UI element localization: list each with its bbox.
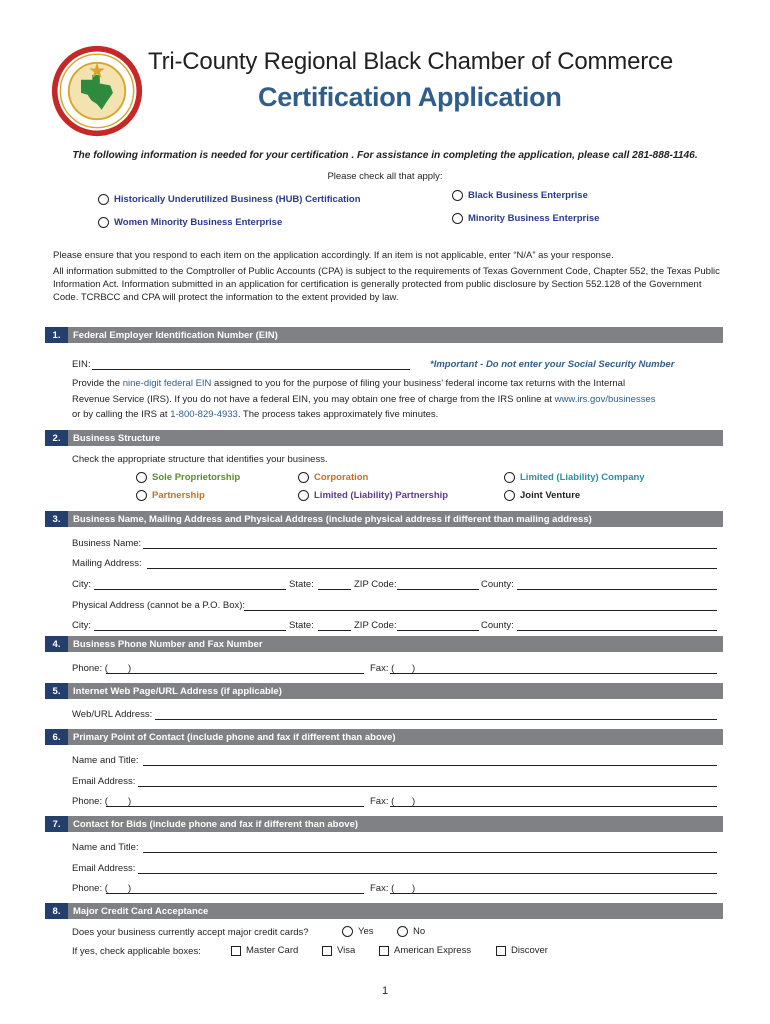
section-7-title: Contact for Bids (include phone and fax if different than above) [73, 818, 359, 830]
page-number: 1 [381, 985, 389, 997]
mailing-city-label: City: [72, 579, 91, 590]
bids-name-title-field[interactable] [143, 852, 717, 853]
business-fax-paren: ) [412, 663, 416, 674]
llc-label: Limited (Liability) Company [520, 472, 645, 483]
business-fax-field[interactable] [390, 673, 717, 674]
mailing-county-field[interactable] [517, 589, 717, 590]
hub-label: Historically Underutilized Business (HUB) Certification [114, 194, 361, 205]
business-name-label: Business Name: [72, 538, 142, 549]
primary-email-field[interactable] [138, 786, 717, 787]
mailing-address-field[interactable] [147, 568, 717, 569]
section-2-title: Business Structure [73, 432, 161, 444]
physical-city-label: City: [72, 620, 91, 631]
llp-option[interactable] [298, 490, 448, 501]
hub-option[interactable] [98, 194, 361, 205]
credit-no-label: No [413, 926, 426, 937]
discover-checkbox[interactable] [496, 946, 506, 956]
ein-help-line-3: or by calling the IRS at 1-800-829-4933. The process takes approximately five minutes. [72, 409, 439, 420]
llc-option[interactable] [504, 472, 645, 483]
amex-option[interactable] [379, 945, 471, 956]
structure-prompt: Check the appropriate structure that identifies your business. [72, 454, 328, 465]
form-title: Certification Application [258, 82, 562, 112]
mailing-zip-label: ZIP Code: [354, 579, 397, 590]
joint-venture-label: Joint Venture [520, 490, 581, 501]
partnership-label: Partnership [152, 490, 205, 501]
mastercard-option[interactable] [231, 945, 298, 956]
org-name: Tri-County Regional Black Chamber of Commerce [148, 48, 673, 75]
section-3-title: Business Name, Mailing Address and Physical Address (include physical address if different than mailing address) [73, 513, 592, 525]
credit-yes-label: Yes [358, 926, 374, 937]
credit-yes-radio[interactable] [342, 926, 353, 937]
hub-radio[interactable] [98, 194, 109, 205]
section-8-title: Major Credit Card Acceptance [73, 905, 209, 917]
bids-email-field[interactable] [138, 873, 717, 874]
sole-proprietorship-option[interactable] [136, 472, 240, 483]
physical-county-label: County: [481, 620, 514, 631]
primary-phone-label: Phone: ( [72, 796, 108, 807]
ein-help-line-1: Provide the nine-digit federal EIN assigned to you for the purpose of filing your business’ federal income tax returns with the Internal [72, 378, 626, 389]
physical-zip-label: ZIP Code: [354, 620, 397, 631]
bids-fax-label: Fax: ( [370, 883, 395, 894]
primary-fax-label: Fax: ( [370, 796, 395, 807]
minority-option[interactable] [452, 213, 599, 224]
primary-name-title-label: Name and Title: [72, 755, 139, 766]
section-1-title: Federal Employer Identification Number (EIN) [73, 329, 278, 341]
intro-text: The following information is needed for your certification . For assistance in completing the application, please call 281-888-1146. [72, 150, 698, 161]
section-8-header [45, 903, 723, 919]
section-8-number: 8. [45, 903, 68, 919]
mailing-city-field[interactable] [94, 589, 286, 590]
section-1-number: 1. [45, 327, 68, 343]
section-4-number: 4. [45, 636, 68, 652]
section-3-number: 3. [45, 511, 68, 527]
sole-proprietorship-radio[interactable] [136, 472, 147, 483]
physical-address-field[interactable] [244, 610, 717, 611]
credit-card-question: Does your business currently accept major credit cards? [72, 927, 309, 938]
irs-website-link[interactable]: www.irs.gov/businesses [554, 394, 656, 405]
women-minority-label: Women Minority Business Enterprise [114, 217, 283, 228]
visa-label: Visa [337, 945, 356, 956]
bids-phone-label: Phone: ( [72, 883, 108, 894]
joint-venture-radio[interactable] [504, 490, 515, 501]
amex-label: American Express [394, 945, 472, 956]
irs-phone-link[interactable]: 1-800-829-4933 [170, 409, 238, 420]
ein-label: EIN: [72, 359, 91, 370]
credit-yes-option[interactable] [342, 926, 374, 937]
bids-phone-paren: ) [128, 883, 132, 894]
business-name-field[interactable] [143, 548, 717, 549]
section-5-header [45, 683, 723, 699]
corporation-radio[interactable] [298, 472, 309, 483]
section-6-number: 6. [45, 729, 68, 745]
business-phone-label: Phone: ( [72, 663, 108, 674]
bids-email-label: Email Address: [72, 863, 136, 874]
discover-label: Discover [511, 945, 548, 956]
mailing-county-label: County: [481, 579, 514, 590]
corporation-label: Corporation [314, 472, 369, 483]
llp-radio[interactable] [298, 490, 309, 501]
section-1-header [45, 327, 723, 343]
section-5-number: 5. [45, 683, 68, 699]
section-2-number: 2. [45, 430, 68, 446]
ein-link[interactable]: nine-digit federal EIN [122, 378, 212, 389]
partnership-option[interactable] [136, 490, 205, 501]
section-4-title: Business Phone Number and Fax Number [73, 638, 263, 650]
section-3-header [45, 511, 723, 527]
black-business-label: Black Business Enterprise [468, 190, 588, 201]
bids-phone-field[interactable] [106, 893, 364, 894]
physical-zip-field[interactable] [397, 630, 479, 631]
mailing-address-label: Mailing Address: [72, 558, 142, 569]
minority-radio[interactable] [452, 213, 463, 224]
physical-county-field[interactable] [517, 630, 717, 631]
mastercard-checkbox[interactable] [231, 946, 241, 956]
mailing-state-label: State: [289, 579, 314, 590]
web-url-label: Web/URL Address: [72, 709, 153, 720]
women-minority-radio[interactable] [98, 217, 109, 228]
section-7-number: 7. [45, 816, 68, 832]
bids-fax-paren: ) [412, 883, 416, 894]
check-all-label: Please check all that apply: [327, 171, 443, 182]
black-business-option[interactable] [452, 190, 588, 201]
section-2-header [45, 430, 723, 446]
amex-checkbox[interactable] [379, 946, 389, 956]
ein-field[interactable] [92, 369, 410, 370]
mailing-state-field[interactable] [318, 589, 351, 590]
sole-proprietorship-label: Sole Proprietorship [152, 472, 241, 483]
primary-email-label: Email Address: [72, 776, 136, 787]
cpa-notice: All information submitted to the Comptroller of Public Accounts (CPA) is subject to the requirements of Texas Government Code, Chapter 552, the Texas Public Information Act. Information submitted in an application for certification is generally protected from public disclosure by Section 552.128 of the Government Code. TCRBCC and CPA will protect the information to the extent provided by law. [53, 266, 720, 303]
visa-option[interactable] [322, 945, 355, 956]
physical-state-field[interactable] [318, 630, 351, 631]
physical-state-label: State: [289, 620, 314, 631]
section-5-title: Internet Web Page/URL Address (if applicable) [73, 685, 282, 697]
ein-help-line-2: Revenue Service (IRS). If you do not have a federal EIN, you may obtain one free of charge from the IRS online at www.irs.gov/businesses [72, 394, 656, 405]
primary-fax-paren: ) [412, 796, 416, 807]
business-phone-field[interactable] [106, 673, 364, 674]
credit-no-option[interactable] [397, 926, 425, 937]
llc-radio[interactable] [504, 472, 515, 483]
primary-name-title-field[interactable] [143, 765, 717, 766]
bids-fax-field[interactable] [390, 893, 717, 894]
discover-option[interactable] [496, 945, 548, 956]
mailing-zip-field[interactable] [397, 589, 479, 590]
physical-address-label: Physical Address (cannot be a P.O. Box): [72, 600, 246, 611]
chamber-seal-icon [50, 44, 144, 138]
card-types-prompt: If yes, check applicable boxes: [72, 946, 201, 957]
visa-checkbox[interactable] [322, 946, 332, 956]
mastercard-label: Master Card [246, 945, 299, 956]
section-7-header [45, 816, 723, 832]
respond-instructions: Please ensure that you respond to each item on the application accordingly. If an item is not applicable, enter “N/A” as your response. [53, 250, 614, 261]
primary-phone-paren: ) [128, 796, 132, 807]
section-6-header [45, 729, 723, 745]
women-minority-option[interactable] [98, 217, 282, 228]
bids-name-title-label: Name and Title: [72, 842, 139, 853]
primary-phone-field[interactable] [106, 806, 364, 807]
section-6-title: Primary Point of Contact (include phone and fax if different than above) [73, 731, 396, 743]
black-business-radio[interactable] [452, 190, 463, 201]
business-fax-label: Fax: ( [370, 663, 395, 674]
credit-no-radio[interactable] [397, 926, 408, 937]
ein-important-note: *Important - Do not enter your Social Security Number [430, 359, 675, 370]
minority-label: Minority Business Enterprise [468, 213, 600, 224]
business-phone-paren: ) [128, 663, 132, 674]
corporation-option[interactable] [298, 472, 368, 483]
web-url-field[interactable] [155, 719, 717, 720]
joint-venture-option[interactable] [504, 490, 580, 501]
llp-label: Limited (Liability) Partnership [314, 490, 449, 501]
section-4-header [45, 636, 723, 652]
physical-city-field[interactable] [94, 630, 286, 631]
partnership-radio[interactable] [136, 490, 147, 501]
primary-fax-field[interactable] [390, 806, 717, 807]
